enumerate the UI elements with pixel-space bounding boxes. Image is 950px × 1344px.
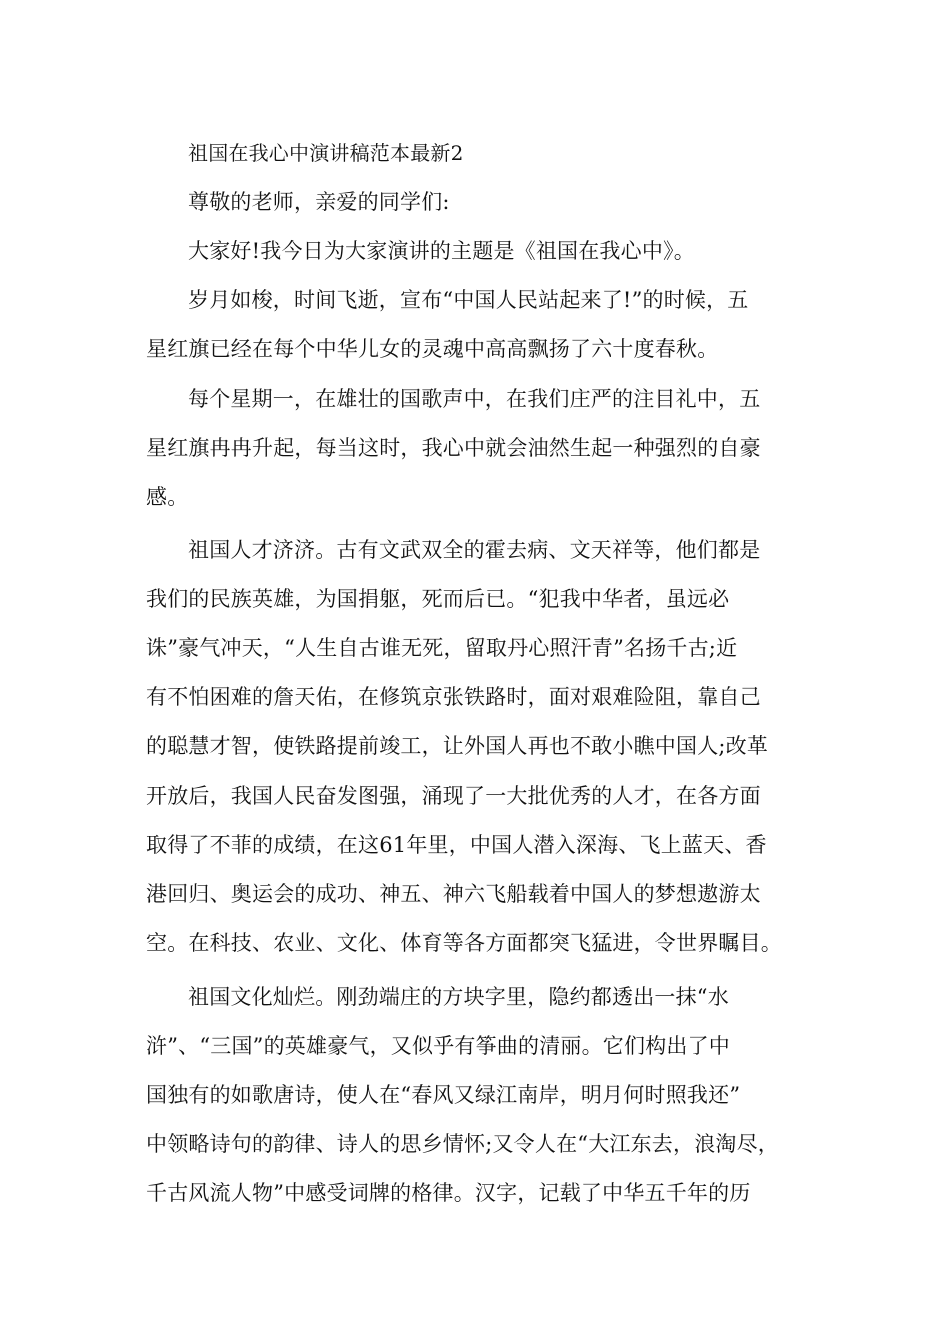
text-line: 每个星期一，在雄壮的国歌声中，在我们庄严的注目礼中，五 xyxy=(188,387,761,411)
text-line: 大家好!我今日为大家演讲的主题是《祖国在我心中》。 xyxy=(188,239,695,263)
text-line: 的聪慧才智，使铁路提前竣工，让外国人再也不敢小瞧中国人;改革 xyxy=(146,734,769,758)
text-line: 星红旗已经在每个中华儿女的灵魂中高高飘扬了六十度春秋。 xyxy=(146,337,719,361)
text-line: 星红旗冉冉升起，每当这时，我心中就会油然生起一种强烈的自豪 xyxy=(146,436,761,460)
text-line: 浒”、“三国”的英雄豪气，又似乎有筝曲的清丽。它们构出了中 xyxy=(146,1034,731,1058)
text-line: 取得了不菲的成绩，在这61年里，中国人潜入深海、飞上蓝天、香 xyxy=(146,833,767,857)
text-line: 空。在科技、农业、文化、体育等各方面都突飞猛进，令世界瞩目。 xyxy=(146,931,782,955)
text-line: 国独有的如歌唐诗，使人在“春风又绿江南岸，明月何时照我还” xyxy=(146,1083,741,1107)
text-line: 有不怕困难的詹天佑，在修筑京张铁路时，面对艰难险阻，靠自己 xyxy=(146,685,761,709)
text-line: 港回归、奥运会的成功、神五、神六飞船载着中国人的梦想遨游太 xyxy=(146,882,761,906)
greeting-line: 尊敬的老师，亲爱的同学们: xyxy=(188,190,450,214)
text-line: 祖国文化灿烂。刚劲端庄的方块字里，隐约都透出一抹“水 xyxy=(188,985,729,1009)
text-line: 我们的民族英雄，为国捐躯，死而后已。“犯我中华者，虽远必 xyxy=(146,587,730,611)
text-line: 千古风流人物”中感受词牌的格律。汉字，记载了中华五千年的历 xyxy=(146,1181,751,1205)
text-line: 感。 xyxy=(146,485,189,509)
text-line: 诛”豪气冲天，“人生自古谁无死，留取丹心照汗青”名扬千古;近 xyxy=(146,636,738,660)
text-line: 开放后，我国人民奋发图强，涌现了一大批优秀的人才，在各方面 xyxy=(146,784,761,808)
text-line: 祖国人才济济。古有文武双全的霍去病、文天祥等，他们都是 xyxy=(188,538,761,562)
text-line: 中领略诗句的韵律、诗人的思乡情怀;又令人在“大江东去，浪淘尽， xyxy=(146,1132,780,1156)
document-title: 祖国在我心中演讲稿范本最新2 xyxy=(188,141,464,165)
text-line: 岁月如梭，时间飞逝，宣布“中国人民站起来了!”的时候，五 xyxy=(188,288,749,312)
